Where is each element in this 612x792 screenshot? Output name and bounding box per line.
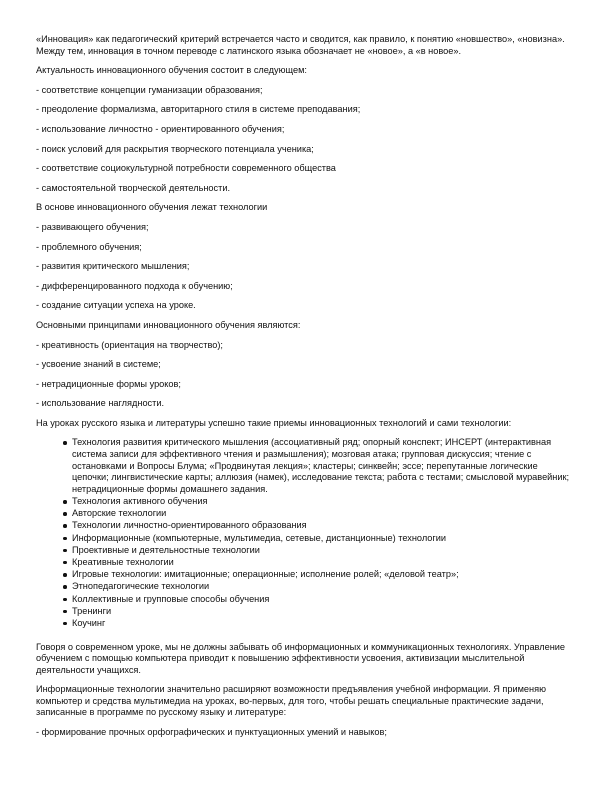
bullet-icon	[63, 537, 67, 541]
bullet-text: Игровые технологии: имитационные; операционные; исполнение ролей; «деловой театр»;	[72, 569, 459, 580]
bullet-item	[36, 520, 576, 532]
bullet-text: Авторские технологии	[72, 508, 167, 519]
bullet-icon	[63, 500, 67, 504]
bullet-item	[36, 508, 576, 520]
bullet-icon	[63, 561, 67, 565]
bullet-item	[36, 437, 576, 495]
technologies-heading: В основе инновационного обучения лежат технологии	[36, 202, 268, 213]
technology-item: - дифференцированного подхода к обучению;	[36, 280, 233, 291]
principle-item: - усвоение знаний в системе;	[36, 359, 161, 370]
bullet-text: Коучинг	[72, 617, 106, 628]
bullet-text: Информационные (компьютерные, мультимедиа, сетевые, дистанционные) технологии	[72, 532, 447, 543]
ict-paragraph: Говоря о современном уроке, мы не должны забывать об информационных и коммуникационных технологиях. Управление обучением с помощью компьютера приводит к повышению эффективности усвоения, активизации мыслительной деятельности учащихся.	[36, 641, 566, 675]
actuality-item: - соответствие концепции гуманизации образования;	[36, 84, 263, 95]
bullet-icon	[63, 585, 67, 589]
bullet-item	[36, 618, 576, 630]
principles-heading: Основными принципами инновационного обучения являются:	[36, 319, 301, 330]
technology-item: - развития критического мышления;	[36, 261, 190, 272]
bullet-item	[36, 606, 576, 618]
bullet-text: Тренинги	[72, 605, 112, 616]
bullet-icon	[63, 512, 67, 516]
technology-item: - создание ситуации успеха на уроке.	[36, 300, 196, 311]
task-item: - формирование прочных орфографических и пунктуационных умений и навыков;	[36, 727, 387, 738]
bullet-text: Этнопедагогические технологии	[72, 581, 210, 592]
info-tech-paragraph: Информационные технологии значительно расширяют возможности предъявления учебной информации. Я применяю компьютер и средства мультимедиа на уроках, во-первых, для того, чтобы решать специальные практические задачи, записанные в программе по русскому языку и литературе:	[36, 684, 546, 718]
principle-item: - нетрадиционные формы уроков;	[36, 378, 181, 389]
actuality-item: - самостоятельной творческой деятельности.	[36, 182, 231, 193]
bullet-item	[36, 594, 576, 606]
bullet-item	[36, 557, 576, 569]
bullet-icon	[63, 573, 67, 577]
bullet-text: Технологии личностно-ориентированного образования	[72, 520, 307, 531]
bullet-item	[36, 545, 576, 557]
methods-bullet-list	[36, 437, 576, 629]
bullet-text: Коллективные и групповые способы обучения	[72, 593, 270, 604]
bullet-text: Проективные и деятельностные технологии	[72, 544, 260, 555]
bullet-text: Технология активного обучения	[72, 496, 208, 507]
bullet-item	[36, 569, 576, 581]
bullet-text: Креативные технологии	[72, 556, 174, 567]
actuality-item: - соответствие социокультурной потребности современного общества	[36, 163, 336, 174]
bullet-item	[36, 496, 576, 508]
technology-item: - проблемного обучения;	[36, 241, 142, 252]
bullet-text: Технология развития критического мышления (ассоциативный ряд; опорный конспект; ИНСЕРТ (интерактивная система записи для эффективного чтения и размышления); мозговая атака; групповая дискуссия; чтение с остановками и Вопросы Блума; «Продвинутая лекция»; кластеры; синквейн; эссе; перепутанные логические цепочки; лингвистические карты; аллюзия (намек), исследование текста; работа с тестами; смысловой муравейник; нетрадиционные формы домашнего задания.	[72, 437, 570, 494]
bullet-icon	[63, 598, 67, 602]
bullet-icon	[63, 549, 67, 553]
document-body	[36, 34, 576, 747]
bullet-item	[36, 533, 576, 545]
principle-item: - креативность (ориентация на творчество);	[36, 339, 223, 350]
actuality-heading: Актуальность инновационного обучения состоит в следующем:	[36, 65, 307, 76]
bullet-icon	[63, 622, 67, 626]
actuality-item: - преодоление формализма, авторитарного стиля в системе преподавания;	[36, 104, 361, 115]
technology-item: - развивающего обучения;	[36, 221, 149, 232]
bullet-icon	[63, 610, 67, 614]
principle-item: - использование наглядности.	[36, 398, 165, 409]
actuality-item: - использование личностно - ориентированного обучения;	[36, 123, 285, 134]
intro-paragraph: «Инновация» как педагогический критерий встречается часто и сводится, как правило, к понятию «новшество», «новизна». Между тем, инновация в точном переводе с латинского языка обозначает не «новое», а «в новое».	[36, 34, 565, 56]
actuality-item: - поиск условий для раскрытия творческого потенциала ученика;	[36, 143, 314, 154]
methods-heading: На уроках русского языка и литературы успешно такие приемы инновационных технологий и сами технологии:	[36, 417, 512, 428]
bullet-item	[36, 581, 576, 593]
bullet-icon	[63, 524, 67, 528]
bullet-icon	[63, 441, 67, 445]
